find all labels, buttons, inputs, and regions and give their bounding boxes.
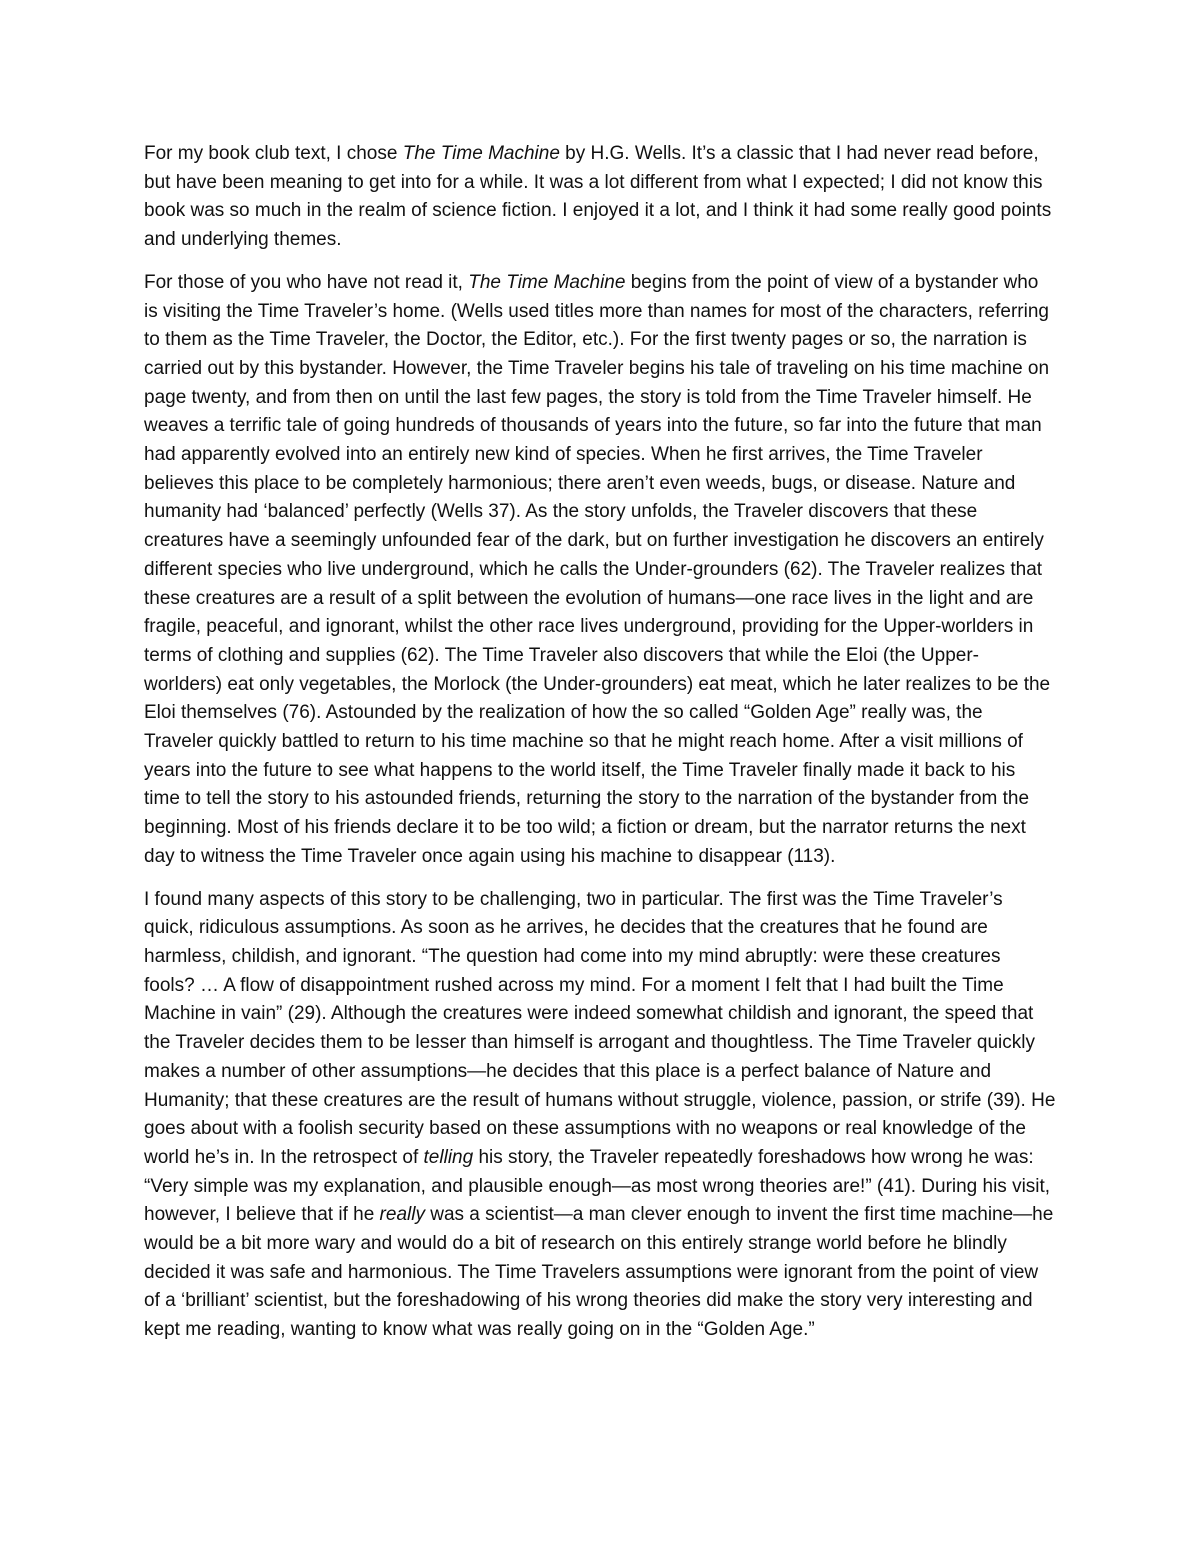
book-title-italic: The Time Machine [402,143,560,164]
paragraph-intro [144,140,1056,255]
text-run: I found many aspects of this story to be challenging, two in particular. The first was the Time Traveler’s quick, ridiculous assumptions. As soon as he arrives, he decides that the creatures that he found are harmless, childish, and ignorant. “The question had come into my mind abruptly: were these creatures fools? … A flow of disappointment rushed across my mind. For a moment I felt that I had built the Time Machine in vain” (29). Although the creatures were indeed somewhat childish and ignorant, the speed that the Traveler decides them to be lesser than himself is arrogant and thoughtless. The Time Traveler quickly makes a number of other assumptions—he decides that this place is a perfect balance of Nature and Humanity; that these creatures are the result of humans without struggle, violence, passion, or strife (39). He goes about with a foolish security based on these assumptions with no weapons or real knowledge of the world he’s in. In the retrospect of [144,888,1056,1168]
text-run: was a scientist—a man clever enough to invent the first time machine—he would be a bit more wary and would do a bit of research on this entirely strange world before he blindly decided it was safe and harmonious. The Time Travelers assumptions were ignorant from the point of view of a ‘brilliant’ scientist, but the foreshadowing of his wrong theories did make the story very interesting and kept me reading, wanting to know what was really going on in the “Golden Age.” [144,1204,1054,1341]
text-run: For my book club text, I chose [144,143,403,164]
text-run: For those of you who have not read it, [144,271,469,293]
text-run: by H.G. Wells. It’s a classic that I had never read before, but have been meaning to get into for a while. It was a lot different from what I expected; I did not know this book was so much in the realm of science fiction. I enjoyed it a lot, and I think it had some really good points and underlying themes. [144,143,1052,251]
paragraph-analysis [144,886,1056,1345]
text-run: his story, the Traveler repeatedly foreshadows how wrong he was: “Very simple was my explanation, and plausible enough—as most wrong theories are!” (41). During his visit, however, I believe that if he [144,1146,1051,1226]
document-body [144,140,1056,1359]
paragraph-summary [144,269,1056,872]
emphasis-italic: telling [423,1146,474,1168]
text-run: begins from the point of view of a bystander who is visiting the Time Traveler’s home. (Wells used titles more than names for most of the characters, referring to them as the Time Traveler, the Doctor, the Editor, etc.). For the first twenty pages or so, the narration is carried out by this bystander. However, the Time Traveler begins his tale of traveling on his time machine on page twenty, and from then on until the last few pages, the story is told from the Time Traveler himself. He weaves a terrific tale of going hundreds of thousands of years into the future, so far into the future that man had apparently evolved into an entirely new kind of species. When he first arrives, the Time Traveler believes this place to be completely harmonious; there aren’t even weeds, bugs, or disease. Nature and humanity had ‘balanced’ perfectly (Wells 37). As the story unfolds, the Traveler discovers that these creatures have a seemingly unfounded fear of the dark, but on further investigation he discovers an entirely different species who live underground, which he calls the Under-grounders (62). The Traveler realizes that these creatures are a result of a split between the evolution of humans—one race lives in the light and are fragile, peaceful, and ignorant, whilst the other race lives underground, providing for the Upper-worlders in terms of clothing and supplies (62). The Time Traveler also discovers that while the Eloi (the Upper-worlders) eat only vegetables, the Morlock (the Under-grounders) eat meat, which he later realizes to be the Eloi themselves (76). Astounded by the realization of how the so called “Golden Age” really was, the Traveler quickly battled to return to his time machine so that he might reach home. After a visit millions of years into the future to see what happens to the world itself, the Time Traveler finally made it back to his time to tell the story to his astounded friends, returning the story to the narration of the bystander from the beginning. Most of his friends declare it to be too wild; a fiction or dream, but the narrator returns the next day to witness the Time Traveler once again using his machine to disappear (113). [144,271,1051,867]
book-title-italic: The Time Machine [468,271,626,293]
emphasis-italic: really [379,1204,425,1226]
